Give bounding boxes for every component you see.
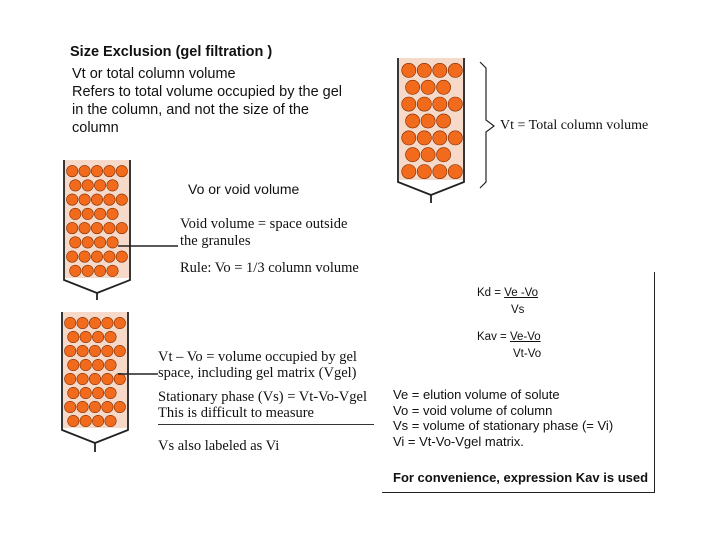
gel-bead — [79, 165, 90, 176]
gel-bead — [82, 180, 93, 191]
gel-bead — [65, 345, 76, 356]
gel-bead — [65, 317, 76, 328]
gel-bead — [82, 237, 93, 248]
gel-bead — [107, 208, 118, 219]
kd-formula — [477, 287, 538, 299]
gel-bead — [417, 97, 431, 111]
void-volume-heading: Vo or void volume — [188, 181, 300, 197]
stationary-pointer-line — [118, 371, 160, 377]
gel-bead — [105, 387, 116, 398]
kav-denominator: Vt-Vo — [513, 348, 542, 360]
gel-bead — [448, 131, 462, 145]
total-bracket — [478, 62, 500, 190]
gel-bead — [94, 208, 105, 219]
gel-bead — [91, 194, 102, 205]
gel-bead — [68, 415, 79, 426]
gel-bead — [102, 373, 113, 384]
gel-bead — [79, 194, 90, 205]
gel-bead — [89, 401, 100, 412]
gel-bead — [65, 373, 76, 384]
convenience-note: For convenience, expression Kav is used — [393, 470, 649, 485]
gel-bead — [80, 331, 91, 342]
gel-bead — [104, 194, 115, 205]
gel-bead — [421, 80, 435, 94]
gel-bead — [89, 317, 100, 328]
gel-bead — [67, 165, 78, 176]
gel-bead — [77, 345, 88, 356]
gel-bead — [68, 359, 79, 370]
gel-bead — [102, 345, 113, 356]
vt-description — [72, 65, 392, 137]
gel-bead — [114, 317, 125, 328]
gel-bead — [402, 165, 416, 179]
column-void-beads — [64, 160, 130, 278]
gel-bead — [79, 251, 90, 262]
gel-bead — [68, 331, 79, 342]
gel-bead — [82, 208, 93, 219]
gel-bead — [116, 251, 127, 262]
gel-bead — [402, 131, 416, 145]
gel-bead — [107, 237, 118, 248]
gel-bead — [437, 80, 451, 94]
def-vs: Vs = volume of stationary phase (= Vi) — [393, 418, 614, 433]
gel-bead — [77, 401, 88, 412]
gel-bead — [421, 148, 435, 162]
gel-bead — [116, 222, 127, 233]
gel-bead — [448, 165, 462, 179]
gel-bead — [114, 401, 125, 412]
gel-bead — [77, 373, 88, 384]
gel-bead — [70, 208, 81, 219]
vt-line-3: column — [72, 120, 119, 136]
gel-bead — [70, 180, 81, 191]
gel-bead — [92, 331, 103, 342]
gel-bead — [116, 194, 127, 205]
gel-bead — [107, 265, 118, 276]
void-volume-rule: Rule: Vo = 1/3 column volume — [180, 260, 359, 276]
gel-bead — [94, 237, 105, 248]
gel-bead — [102, 317, 113, 328]
def-vo: Vo = void volume of column — [393, 402, 553, 418]
gel-bead — [406, 114, 420, 128]
vt-heading: Vt or total column volume — [72, 66, 236, 82]
gel-bead — [105, 331, 116, 342]
gel-bead — [107, 180, 118, 191]
gel-bead — [105, 359, 116, 370]
void-pointer-line — [118, 243, 180, 249]
gel-bead — [402, 97, 416, 111]
gel-bead — [80, 359, 91, 370]
gel-bead — [448, 97, 462, 111]
void-line-2: the granules — [180, 233, 251, 249]
vs-also-vi: Vs also labeled as Vi — [158, 438, 280, 454]
gel-bead — [406, 148, 420, 162]
void-line-1: Void volume = space outside — [180, 216, 348, 232]
def-ve: Ve = elution volume of solute — [393, 387, 560, 402]
page-title: Size Exclusion (gel filtration ) — [70, 44, 273, 60]
gel-bead — [89, 345, 100, 356]
gel-bead — [114, 345, 125, 356]
gel-bead — [65, 401, 76, 412]
gel-bead — [417, 165, 431, 179]
kd-denominator: Vs — [511, 304, 525, 316]
gel-bead — [94, 180, 105, 191]
gel-bead — [433, 165, 447, 179]
gel-bead — [104, 222, 115, 233]
gel-bead — [80, 415, 91, 426]
column-stationary-diagram — [58, 312, 138, 452]
kd-numerator: Ve -Vo — [504, 287, 539, 299]
gel-bead — [421, 114, 435, 128]
gel-bead — [67, 194, 78, 205]
gel-bead — [70, 237, 81, 248]
gel-bead — [417, 63, 431, 77]
gel-bead — [94, 265, 105, 276]
gel-bead — [406, 80, 420, 94]
gel-bead — [116, 165, 127, 176]
gel-bead — [105, 415, 116, 426]
gel-bead — [433, 63, 447, 77]
stat-line-1: Vt – Vo = volume occupied by gel — [158, 349, 357, 365]
total-column-volume-label: Vt = Total column volume — [500, 118, 649, 133]
gel-bead — [77, 317, 88, 328]
column-stationary-beads — [62, 312, 128, 428]
column-void-diagram — [60, 160, 140, 300]
column-total-beads — [399, 58, 465, 180]
stationary-phase-text — [158, 349, 388, 425]
gel-bead — [89, 373, 100, 384]
gel-bead — [437, 114, 451, 128]
kav-numerator: Ve-Vo — [509, 331, 541, 343]
kd-lhs: Kd = — [477, 287, 505, 299]
gel-bead — [437, 148, 451, 162]
gel-bead — [68, 387, 79, 398]
void-volume-definition — [180, 216, 347, 250]
stat-line-4: This is difficult to measure — [158, 405, 374, 425]
stat-line-2: space, including gel matrix (Vgel) — [158, 365, 357, 381]
gel-bead — [91, 165, 102, 176]
gel-bead — [402, 63, 416, 77]
gel-bead — [92, 415, 103, 426]
gel-bead — [104, 165, 115, 176]
gel-bead — [80, 387, 91, 398]
vt-line-2: in the column, and not the size of the — [72, 102, 309, 118]
gel-bead — [448, 63, 462, 77]
gel-bead — [417, 131, 431, 145]
gel-bead — [67, 251, 78, 262]
column-total-diagram — [393, 58, 471, 203]
gel-bead — [67, 222, 78, 233]
gel-bead — [92, 359, 103, 370]
gel-bead — [79, 222, 90, 233]
gel-bead — [104, 251, 115, 262]
kav-lhs: Kav = — [477, 331, 510, 343]
def-vi: Vi = Vt-Vo-Vgel matrix. — [393, 433, 524, 449]
kav-formula — [477, 331, 541, 343]
gel-bead — [102, 401, 113, 412]
gel-bead — [70, 265, 81, 276]
gel-bead — [433, 131, 447, 145]
gel-bead — [91, 222, 102, 233]
definitions-list — [393, 387, 613, 449]
stat-line-3: Stationary phase (Vs) = Vt-Vo-Vgel — [158, 389, 367, 405]
gel-bead — [91, 251, 102, 262]
gel-bead — [82, 265, 93, 276]
gel-bead — [92, 387, 103, 398]
vt-line-1: Refers to total volume occupied by the gel — [72, 84, 343, 100]
gel-bead — [433, 97, 447, 111]
